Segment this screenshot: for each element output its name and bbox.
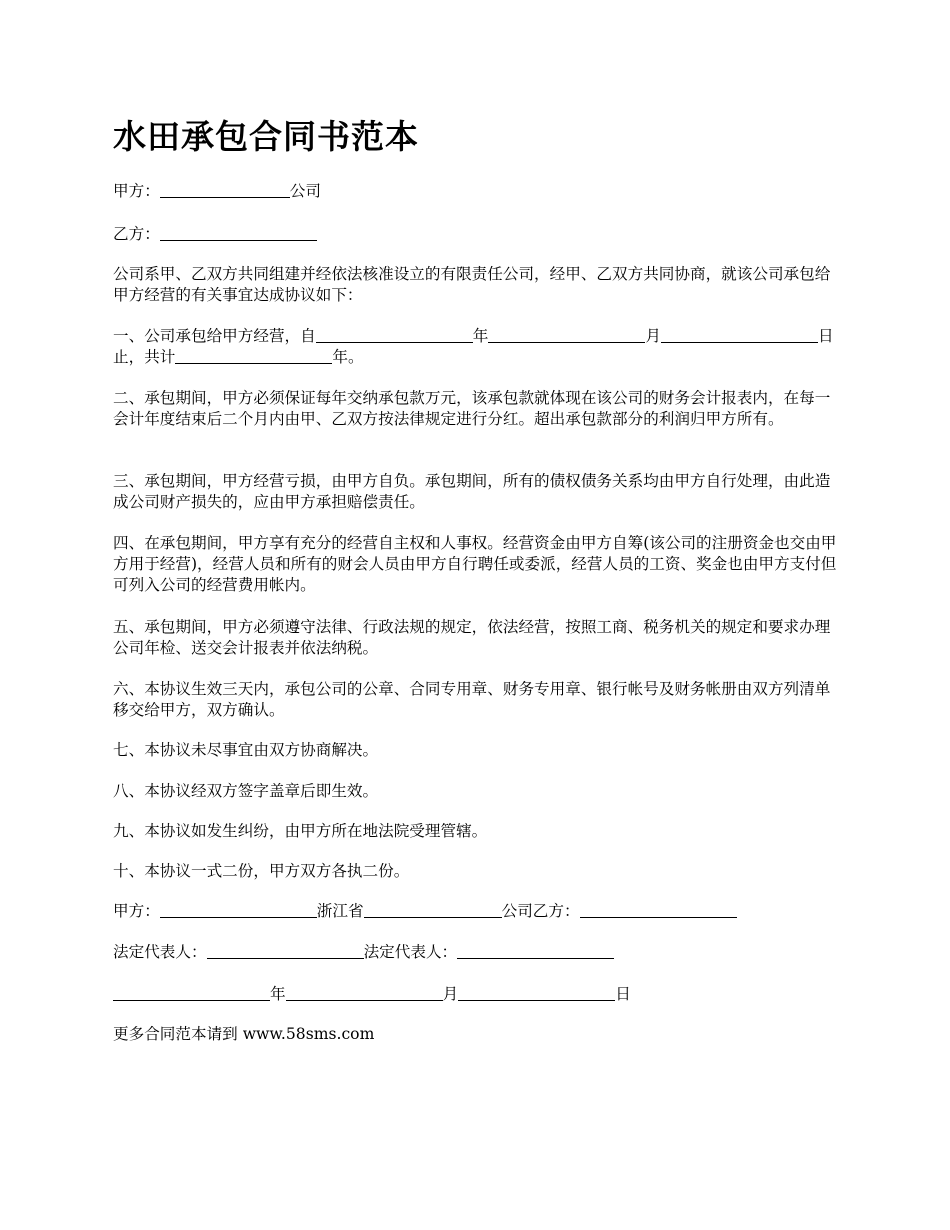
term-blank: [175, 348, 332, 364]
start-year-blank: [316, 327, 473, 343]
clause-1-year: 年: [472, 327, 489, 345]
sign-party-a-blank: [160, 902, 317, 918]
start-day-blank-b: [791, 327, 818, 343]
clause-1: [113, 326, 840, 368]
party-a-label: 甲方：: [113, 182, 160, 200]
party-b-blank: [160, 225, 317, 241]
clause-6: 六、本协议生效三天内，承包公司的公章、合同专用章、财务专用章、银行帐号及财务帐册由双方列清单移交给甲方，双方确认。: [113, 680, 831, 719]
sign-year-blank: [113, 985, 270, 1001]
clause-1-month: 月: [645, 327, 661, 345]
clause-5: 五、承包期间，甲方必须遵守法律、行政法规的规定，依法经营，按照工商、税务机关的规定和要求办理公司年检、送交会计报表并依法纳税。: [113, 618, 831, 657]
footer-link-text: 更多合同范本请到 www.58sms.com: [113, 1025, 375, 1043]
sign-party-a-label: 甲方：: [113, 902, 160, 920]
sign-company-party-b: 公司乙方：: [501, 902, 580, 920]
party-a-suffix: 公司: [289, 182, 321, 200]
sign-day-blank: [458, 985, 615, 1001]
clause-1-end: 年。: [332, 348, 364, 366]
sign-day: 日: [615, 985, 631, 1003]
party-b-label: 乙方：: [113, 225, 160, 243]
sign-rep-label: 法定代表人：: [113, 943, 207, 961]
signature-parties-line: [113, 901, 840, 922]
sign-month-blank: [286, 985, 443, 1001]
party-b-line: [113, 224, 840, 245]
sign-rep2-blank: [457, 943, 614, 959]
sign-province-blank: [364, 902, 502, 918]
clause-9: 九、本协议如发生纠纷，由甲方所在地法院受理管辖。: [113, 822, 488, 840]
clause-1-prefix: 一、公司承包给甲方经营，自: [113, 327, 316, 345]
clause-2: 二、承包期间，甲方必须保证每年交纳承包款万元，该承包款就体现在该公司的财务会计报表内，在每一会计年度结束后二个月内由甲、乙双方按法律规定进行分红。超出承包款部分的利润归甲方所有。: [113, 389, 831, 428]
start-day-blank-a: [661, 327, 791, 343]
sign-party-b-blank: [580, 902, 737, 918]
sign-year: 年: [270, 985, 286, 1003]
clause-1-until: 日止，共计: [113, 327, 834, 366]
sign-rep-blank: [207, 943, 364, 959]
clause-10: 十、本协议一式二份，甲方双方各执二份。: [113, 862, 410, 880]
clause-8: 八、本协议经双方签字盖章后即生效。: [113, 782, 379, 800]
start-month-blank: [488, 327, 645, 343]
sign-province: 浙江省: [316, 902, 364, 920]
intro-paragraph: 公司系甲、乙双方共同组建并经依法核准设立的有限责任公司，经甲、乙双方共同协商，就该公司承包给甲方经营的有关事宜达成协议如下：: [113, 265, 831, 304]
document-title: 水田承包合同书范本: [113, 117, 419, 156]
clause-4: 四、在承包期间，甲方享有充分的经营自主权和人事权。经营资金由甲方自筹(该公司的注册资金也交由甲方用于经营)，经营人员和所有的财会人员由甲方自行聘任或委派，经营人员的工资、奖金也由甲方支付但可列入公司的经营费用帐内。: [113, 534, 837, 594]
sign-rep2-label: 法定代表人：: [363, 943, 458, 961]
sign-month: 月: [442, 985, 459, 1003]
signature-date-line: [113, 984, 840, 1005]
party-a-line: [113, 181, 840, 202]
signature-rep-line: [113, 942, 840, 963]
clause-3: 三、承包期间，甲方经营亏损，由甲方自负。承包期间，所有的债权债务关系均由甲方自行处理，由此造成公司财产损失的，应由甲方承担赔偿责任。: [113, 472, 831, 511]
clause-7: 七、本协议未尽事宜由双方协商解决。: [113, 741, 379, 759]
party-a-blank: [160, 182, 290, 198]
